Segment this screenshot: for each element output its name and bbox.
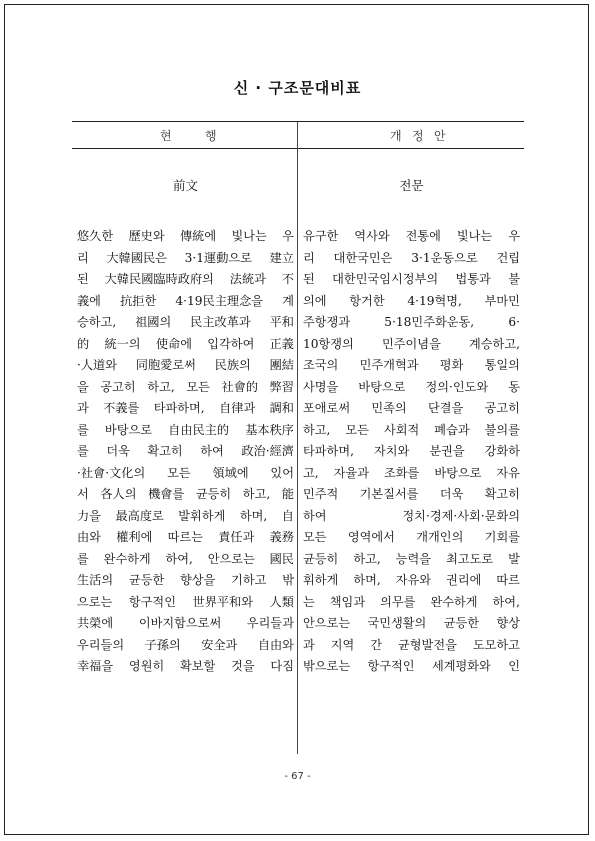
revised-text-line xyxy=(303,420,520,442)
current-text-word: 빛나는 xyxy=(231,229,267,243)
current-text-line xyxy=(77,484,294,506)
current-text-word: 各人의 xyxy=(100,487,137,501)
current-text-line xyxy=(77,248,294,270)
current-text-line xyxy=(77,291,294,313)
current-text-word: 우리들의 xyxy=(77,637,125,652)
current-text-word: 따르는 xyxy=(167,530,203,544)
revised-text-line xyxy=(303,527,520,549)
current-text-word: 이바지함으로써 xyxy=(138,616,222,630)
current-text-word: 입각하여 xyxy=(207,336,255,351)
current-text-line xyxy=(77,463,294,485)
revised-text-word: 사회적 xyxy=(383,422,420,437)
revised-text-word: 바탕으로 xyxy=(358,379,406,394)
revised-text-word: 밖으로는 xyxy=(303,659,351,673)
current-text-word: 영원히 xyxy=(128,659,165,673)
current-text-word: 하고, xyxy=(147,379,175,394)
current-text-word: 能 xyxy=(281,487,294,501)
revised-text-word: 빛나는 xyxy=(456,229,493,243)
current-text-line xyxy=(77,592,294,614)
column-divider xyxy=(297,122,298,754)
current-text-word: 歷史와 xyxy=(128,229,165,243)
revised-text-word: 자유와 xyxy=(395,573,432,587)
revised-text-word: 타파하며, xyxy=(303,444,354,458)
revised-text-word: 강화하 xyxy=(484,444,520,458)
current-text-word: 政治·經濟 xyxy=(241,444,294,458)
current-text-word: 더욱 xyxy=(106,444,130,458)
current-text-line xyxy=(77,549,294,571)
revised-text-word: 의에 xyxy=(303,293,327,308)
current-text-word: 완수하게 xyxy=(103,551,151,566)
current-text-word: 權利에 xyxy=(116,530,153,544)
revised-text-word: 모든 xyxy=(303,530,327,544)
revised-text-word: 통일의 xyxy=(484,358,520,372)
revised-text-word: 조화를 xyxy=(383,465,420,480)
current-text-word: ·社會·文化의 xyxy=(77,465,146,480)
current-text-line xyxy=(77,570,294,592)
revised-text-word: 항구적인 xyxy=(367,659,415,673)
revised-text-word: 하고, xyxy=(353,551,381,566)
header-revised-label-2: 정 xyxy=(412,129,424,143)
current-text-word: 확보할 xyxy=(180,659,216,673)
revised-text-word: 정의·인도와 xyxy=(425,379,489,394)
revised-text-word: 분권을 xyxy=(429,444,465,458)
current-text-word: 있어 xyxy=(270,465,294,480)
current-text-word: 不義를 xyxy=(103,401,140,415)
revised-text-line xyxy=(303,334,520,356)
revised-text-word: 하여 xyxy=(303,508,327,523)
current-text-word: 우 xyxy=(282,229,294,243)
revised-text-word: 사명을 xyxy=(303,379,339,394)
current-text-word: 建立 xyxy=(269,250,294,265)
revised-text-word: 법통과 xyxy=(455,272,491,286)
revised-text-word: 역사와 xyxy=(354,229,390,243)
revised-text-line xyxy=(303,248,520,270)
current-text-word: 祖國의 xyxy=(135,315,172,329)
current-text-word: 大韓國民은 xyxy=(106,250,167,265)
current-text-line xyxy=(77,377,294,399)
revised-text-word: 향상 xyxy=(496,616,520,630)
current-text-word: 機會를 xyxy=(148,487,185,501)
current-text-word: 同胞愛로써 xyxy=(135,358,196,372)
current-text-line xyxy=(77,226,294,248)
revised-text-word: 민주적 xyxy=(303,487,339,501)
revised-text-word: 국민생활의 xyxy=(367,616,427,630)
current-text-line xyxy=(77,398,294,420)
current-text-word: 領域에 xyxy=(212,465,249,480)
revised-text-word: 건립 xyxy=(496,250,520,265)
revised-text-line xyxy=(303,398,520,420)
current-text-word: 확고히 xyxy=(147,444,183,458)
revised-text xyxy=(303,226,520,678)
revised-text-word: 폐습과 xyxy=(434,422,470,437)
revised-text-word: 더욱 xyxy=(439,487,464,501)
revised-text-line xyxy=(303,570,520,592)
current-text-word: 계 xyxy=(282,293,294,308)
revised-text-line xyxy=(303,613,520,635)
revised-text-word: 모든 xyxy=(345,422,369,437)
current-text-word: 弊習 xyxy=(269,379,294,394)
revised-text-line xyxy=(303,484,520,506)
current-text-word: 타파하며, xyxy=(153,401,205,415)
current-text-word: 自由民主的 xyxy=(168,422,230,437)
header-revised-label: 개 xyxy=(390,129,402,143)
revised-text-word: 인 xyxy=(508,659,520,673)
current-text-word: 責任과 xyxy=(218,530,255,544)
revised-text-word: 항거한 xyxy=(349,293,385,308)
revised-text-word: 는 xyxy=(303,594,315,609)
current-text-word: 力을 xyxy=(77,508,101,523)
revised-text-word: 완수하게 xyxy=(430,594,478,609)
current-text-word: 공고히 xyxy=(100,379,136,394)
current-text-word: 하고, xyxy=(242,487,271,501)
header-revised xyxy=(298,122,524,149)
revised-text-word: 정치·경제·사회·문화의 xyxy=(402,508,520,523)
current-text-word: 法統과 xyxy=(229,272,266,286)
revised-text-word: 3·1운동으로 xyxy=(411,250,478,265)
current-text-word: 과 xyxy=(77,401,89,415)
current-text-word: 된 xyxy=(77,272,89,286)
revised-text-word: 개개인의 xyxy=(416,530,464,544)
revised-text-word: 자유 xyxy=(496,465,520,480)
revised-text-line xyxy=(303,269,520,291)
revised-text-word: 부마민 xyxy=(484,293,520,308)
current-text-word: 를 xyxy=(77,551,89,566)
current-text-word: 悠久한 xyxy=(77,229,114,243)
current-text-line xyxy=(77,506,294,528)
current-text-word: 生活의 xyxy=(77,573,114,587)
revised-text-word: 민족의 xyxy=(371,401,407,415)
revised-text-word: 대한국민은 xyxy=(333,250,393,265)
revised-text-word: 균등한 xyxy=(443,616,480,630)
revised-text-word: 기본질서를 xyxy=(359,487,419,501)
current-text-word: 統一의 xyxy=(104,336,141,351)
revised-text-line xyxy=(303,355,520,377)
header-revised-label-3: 안 xyxy=(434,129,446,143)
current-text-word: 하며, xyxy=(239,508,268,523)
revised-text-word: 능력을 xyxy=(395,551,432,566)
current-text-line xyxy=(77,656,294,678)
current-text-word: 균등히 xyxy=(195,487,232,501)
current-text-line xyxy=(77,420,294,442)
current-text-word: 使命에 xyxy=(155,336,192,351)
revised-text-word: 10항쟁의 xyxy=(303,336,354,351)
current-text-word: 由와 xyxy=(77,530,101,544)
current-text-line xyxy=(77,334,294,356)
current-text-word: 共榮에 xyxy=(77,616,114,630)
revised-text-word: 과 xyxy=(303,637,315,652)
current-text-word: 人類 xyxy=(269,594,294,609)
current-text-word: 的 xyxy=(77,336,90,351)
current-text-word: 自律과 xyxy=(219,401,256,415)
revised-text-word: 불 xyxy=(508,272,520,286)
revised-text-word: 포애로써 xyxy=(303,401,351,415)
current-text-word: 발휘하게 xyxy=(178,508,226,523)
revised-text-line xyxy=(303,441,520,463)
current-text-word: 안으로는 xyxy=(207,551,255,566)
current-text-word: 것을 xyxy=(231,659,255,673)
section-title-current: 前文 xyxy=(172,178,198,193)
current-text-word: 모든 xyxy=(186,379,210,394)
revised-text-word: 리 xyxy=(303,250,315,265)
current-text-word: 國民 xyxy=(269,551,294,566)
revised-text-word: 안으로는 xyxy=(303,616,351,630)
current-text-word: 3·1運動으로 xyxy=(184,250,252,265)
revised-text-word: 발 xyxy=(508,551,520,566)
revised-text-word: 전통에 xyxy=(405,229,441,243)
current-text-word: 향상을 xyxy=(180,573,216,587)
revised-text-line xyxy=(303,592,520,614)
current-text-word: 균등한 xyxy=(128,573,165,587)
revised-text-word: 계승하고, xyxy=(469,336,520,351)
current-text-word: 最高度로 xyxy=(115,508,164,523)
current-text-word: 世界平和와 xyxy=(192,594,254,609)
current-text-word: 으로는 xyxy=(77,594,113,609)
revised-text-word: 간 xyxy=(370,637,383,652)
revised-text-word: 자치와 xyxy=(373,444,410,458)
current-text-word: 社會的 xyxy=(221,379,259,394)
revised-text-word: 권리에 xyxy=(446,573,482,587)
revised-text-line xyxy=(303,291,520,313)
revised-text-word: 바탕으로 xyxy=(434,465,482,480)
revised-text-word: 균등히 xyxy=(303,551,339,566)
revised-text-line xyxy=(303,549,520,571)
revised-text-word: 공고히 xyxy=(484,401,520,415)
current-text-word: 모든 xyxy=(167,465,191,480)
current-text-word: 正義 xyxy=(269,336,294,351)
current-text-word: 大韓民國臨時政府의 xyxy=(104,272,214,286)
revised-text-word: 세계평화와 xyxy=(431,659,491,673)
page-number: - 67 - xyxy=(284,771,311,782)
revised-text-line xyxy=(303,377,520,399)
current-text-word: 幸福을 xyxy=(77,659,114,673)
header-current-label-2: 행 xyxy=(205,129,217,143)
revised-text-word: 6· xyxy=(508,315,520,329)
page-title: 신 · 구조문대비표 xyxy=(233,79,362,97)
current-text-word: 리 xyxy=(77,250,89,265)
revised-text-word: 도모하고 xyxy=(472,637,520,652)
current-text-word: 을 xyxy=(77,379,89,394)
current-text-word: 民族의 xyxy=(214,358,251,372)
current-text-word: 항구적인 xyxy=(128,594,176,609)
current-text-word: 團結 xyxy=(269,358,294,372)
revised-text-word: 의무를 xyxy=(380,594,416,609)
current-text-word: 를 xyxy=(77,444,89,458)
header-current-label: 현 xyxy=(160,129,172,143)
revised-text-line xyxy=(303,312,520,334)
current-text-word: 서 xyxy=(77,487,89,501)
revised-text-word: 불의를 xyxy=(484,422,520,437)
revised-text-word: 확고히 xyxy=(484,487,520,501)
current-text-word: 4·19民主理念을 xyxy=(175,293,264,308)
revised-text-word: 기회를 xyxy=(484,530,520,544)
current-text-word: 義에 xyxy=(77,293,101,308)
revised-text-word: 균형발전을 xyxy=(398,637,457,652)
revised-text-word: 고, xyxy=(303,465,319,480)
revised-text-word: 책임과 xyxy=(329,594,366,609)
revised-text-word: 지역 xyxy=(330,637,355,652)
current-text-line xyxy=(77,527,294,549)
current-text-word: 不 xyxy=(281,272,294,286)
header-current xyxy=(72,122,297,149)
current-text-word: 民主改革과 xyxy=(190,315,251,329)
section-title-revised: 전문 xyxy=(399,178,424,193)
revised-text-word: 5·18민주화운동, xyxy=(384,315,475,329)
current-text-word: 를 xyxy=(77,422,89,437)
revised-text-word: 조국의 xyxy=(303,358,339,372)
current-text-line xyxy=(77,355,294,377)
current-text xyxy=(77,226,294,678)
current-text-word: 抗拒한 xyxy=(120,293,157,308)
current-text-line xyxy=(77,269,294,291)
current-text-word: 승하고, xyxy=(77,315,117,329)
current-text-word: 子孫의 xyxy=(144,637,181,652)
revised-text-line xyxy=(303,635,520,657)
revised-text-word: 하여, xyxy=(492,594,520,609)
revised-text-word: 최고도로 xyxy=(446,551,494,566)
revised-text-word: 하고, xyxy=(303,422,331,437)
revised-text-word: 민주개혁과 xyxy=(359,358,419,372)
current-text-word: 바탕으로 xyxy=(104,422,153,437)
revised-text-word: 유구한 xyxy=(303,229,339,243)
current-text-word: 自 xyxy=(281,508,294,523)
revised-text-word: 우 xyxy=(508,229,520,243)
revised-text-word: 평화 xyxy=(439,358,464,372)
current-text-word: 安全과 xyxy=(201,637,238,652)
current-text-word: 다짐 xyxy=(270,659,294,673)
current-text-line xyxy=(77,613,294,635)
current-text-word: 하여, xyxy=(165,551,193,566)
revised-text-line xyxy=(303,463,520,485)
current-text-word: 밖 xyxy=(282,573,294,587)
revised-text-line xyxy=(303,226,520,248)
current-text-word: 自由와 xyxy=(257,637,294,652)
current-text-word: 하여 xyxy=(200,444,224,458)
current-text-word: ·人道와 xyxy=(77,358,118,372)
revised-text-line xyxy=(303,506,520,528)
current-text-line xyxy=(77,635,294,657)
revised-text-word: 된 xyxy=(303,272,315,286)
current-text-word: 기하고 xyxy=(231,573,267,587)
current-text-word: 傳統에 xyxy=(180,229,217,243)
revised-text-word: 민주이념을 xyxy=(381,336,441,351)
revised-text-word: 동 xyxy=(508,379,520,394)
current-text-word: 우리들과 xyxy=(246,616,294,630)
current-text-word: 基本秩序 xyxy=(245,422,294,437)
current-text-word: 義務 xyxy=(269,530,294,544)
revised-text-word: 자율과 xyxy=(333,465,369,480)
revised-text-word: 휘하게 xyxy=(303,573,339,587)
revised-text-word: 주항쟁과 xyxy=(303,315,351,329)
current-text-word: 調和 xyxy=(269,401,294,415)
revised-text-line xyxy=(303,656,520,678)
revised-text-word: 영역에서 xyxy=(347,530,395,544)
revised-text-word: 단결을 xyxy=(428,401,464,415)
current-text-line xyxy=(77,312,294,334)
comparison-table xyxy=(72,121,524,754)
revised-text-word: 대한민국임시정부의 xyxy=(332,272,439,286)
current-text-line xyxy=(77,441,294,463)
revised-text-word: 하며, xyxy=(353,573,381,587)
revised-text-word: 4·19혁명, xyxy=(407,293,462,308)
revised-text-word: 따르 xyxy=(496,573,520,587)
current-text-word: 平和 xyxy=(269,315,294,329)
